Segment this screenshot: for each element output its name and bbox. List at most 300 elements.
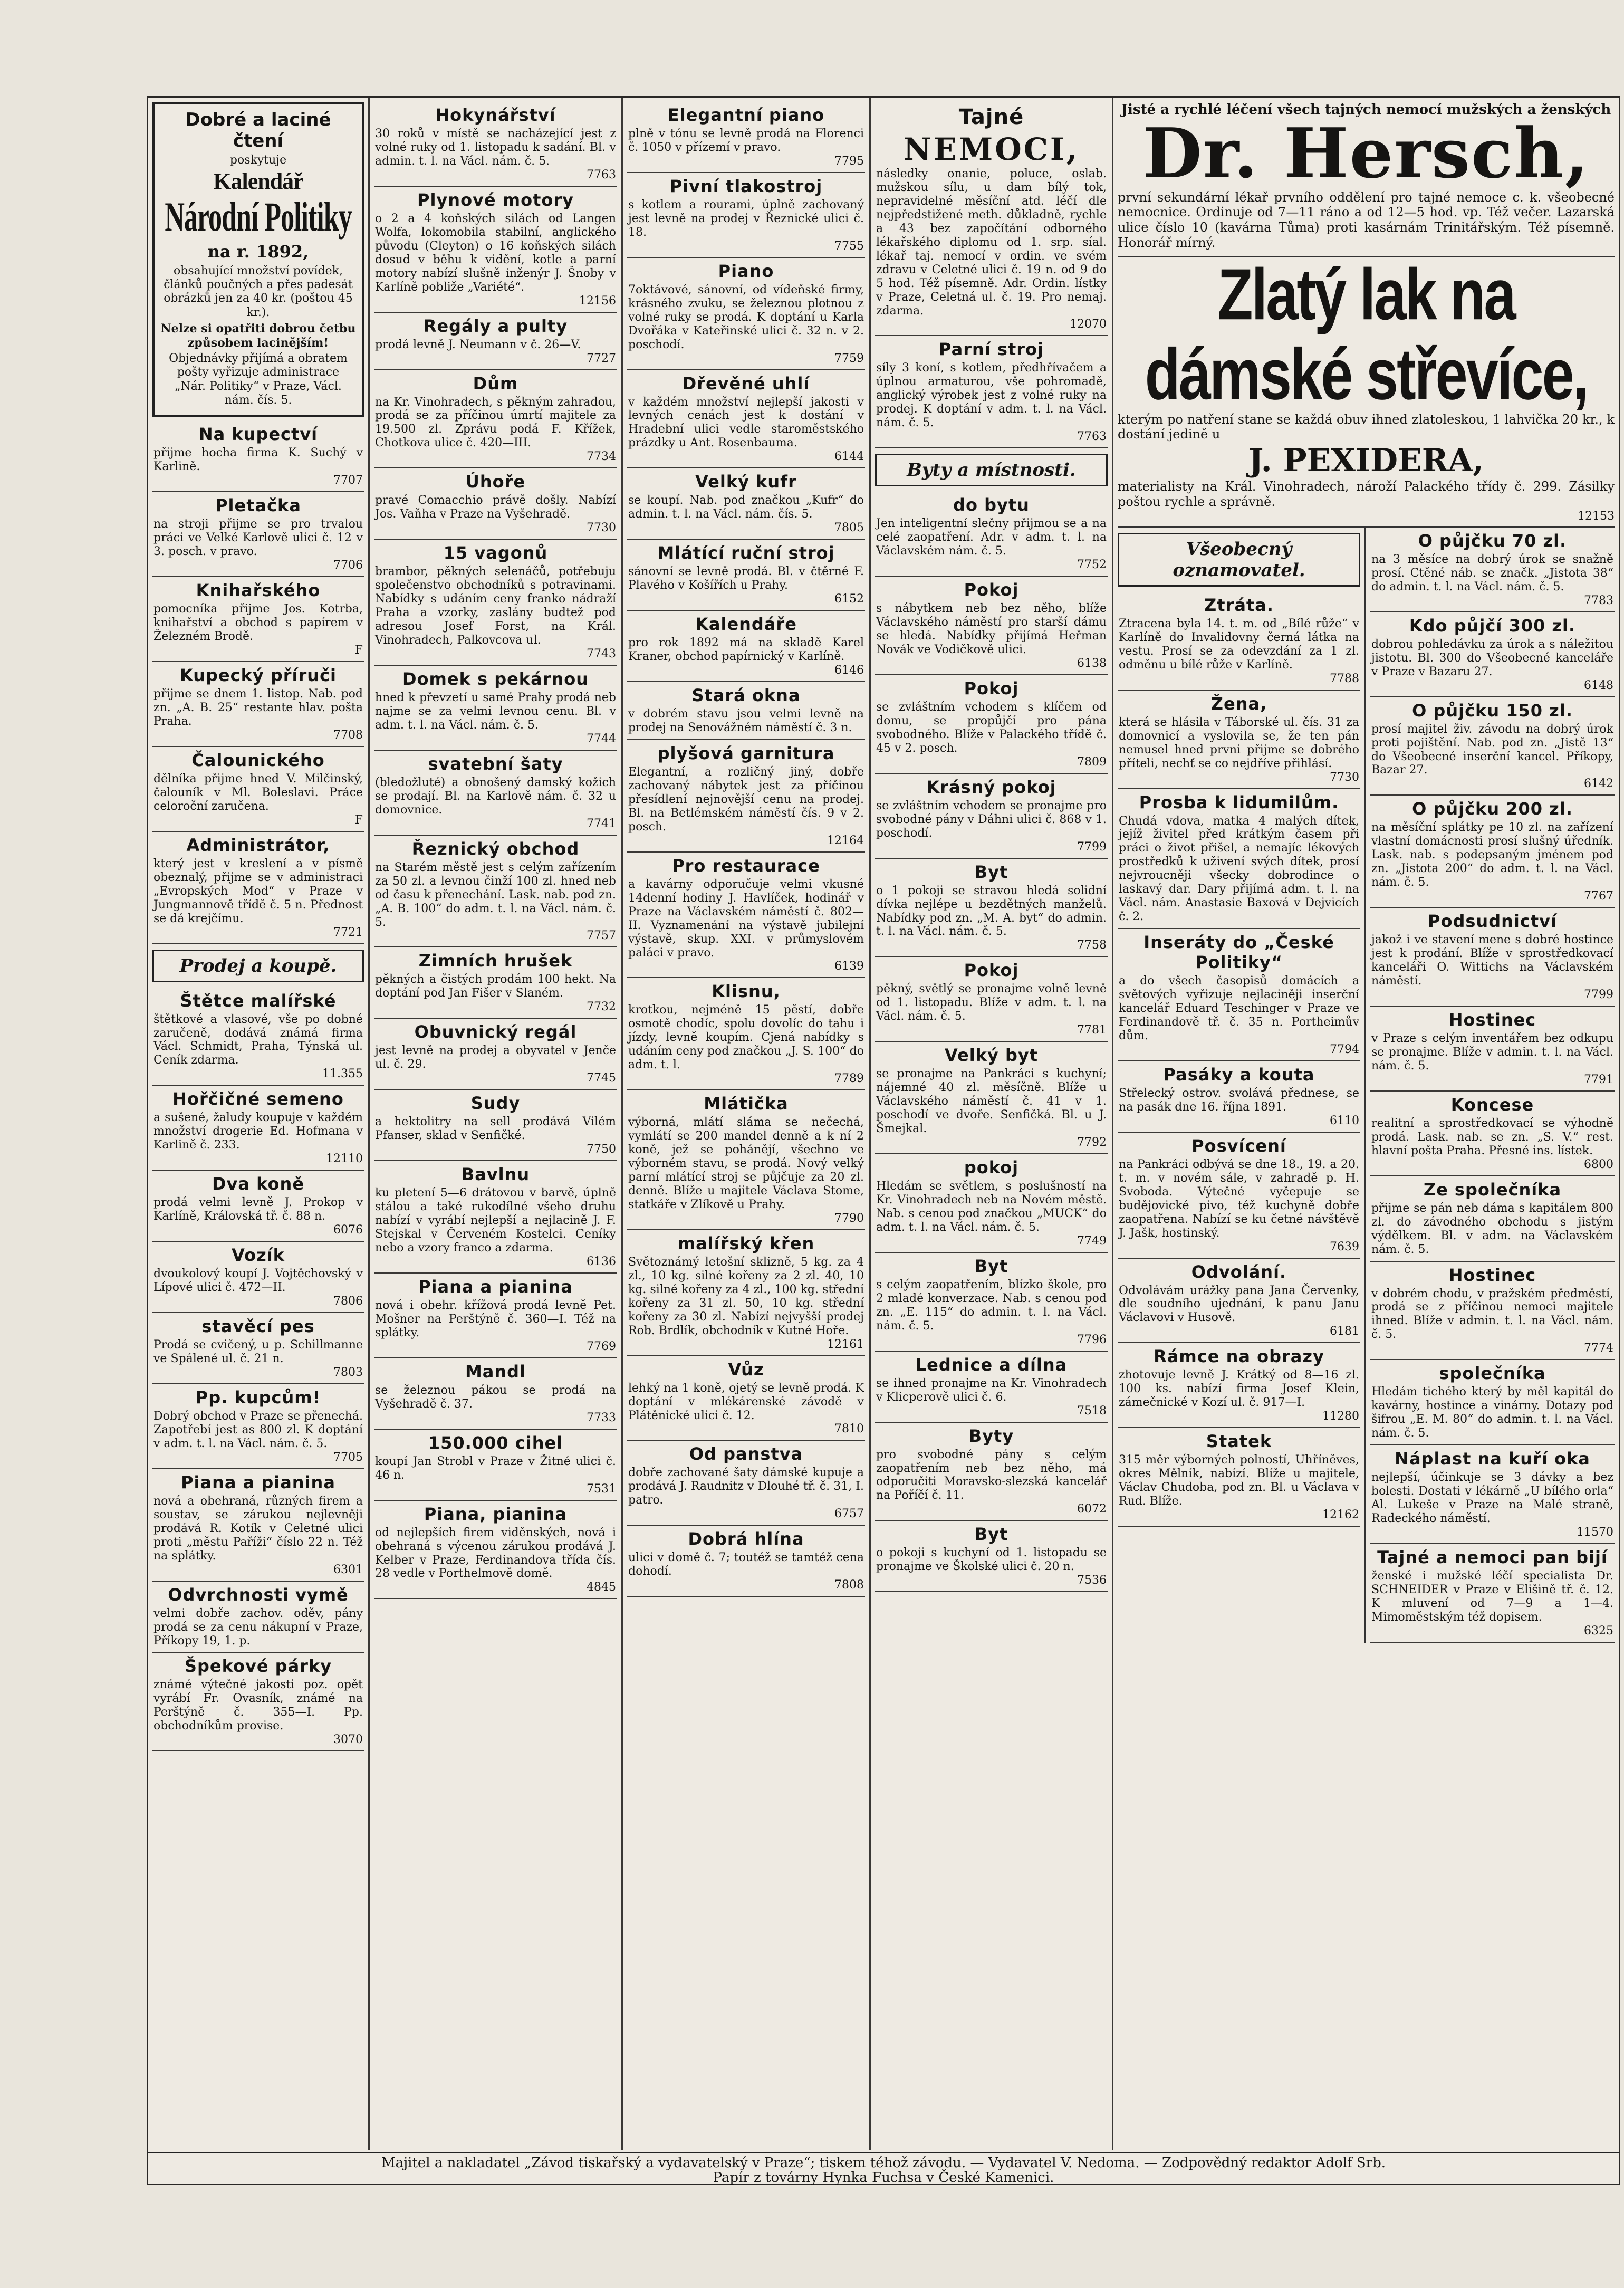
- col3-ad-text: ulici v domě č. 7; toutéž se tamtéž cena dohodí.: [628, 1551, 864, 1578]
- col3-ad: [627, 853, 865, 979]
- col1-ad-title: Pletačka: [215, 495, 301, 516]
- col2-ad-text: 30 roků v místě se nacházející jest z volné ruky od 1. listopadu k sadání. Bl. v admin. t. l. na Václ. nám. č. 5.: [375, 127, 616, 168]
- col2-ad: [374, 751, 617, 836]
- col2-ad-text: hned k převzetí u samé Prahy prodá neb najme se za velmi levnou cenu. Bl. v adm. t. l. na Václ. nám. č. 5.: [375, 691, 616, 732]
- col1b-ad-number: 12110: [326, 1152, 363, 1166]
- col4b-ad-text: pro svobodné pány s celým zaopatřením neb bez něho, má odporučiti Moravsko-slezská kancelář na Poříčí č. 11.: [876, 1448, 1107, 1502]
- col5l-ad: [1118, 929, 1360, 1061]
- col3-ad-number: 6757: [834, 1507, 864, 1521]
- col1-ad-number: F: [354, 813, 363, 827]
- col3-ad-title: Vůz: [728, 1359, 764, 1380]
- zlaty-heading: Zlatý lak na dámské střevíce,: [1145, 254, 1588, 415]
- col3-ad-number: 7808: [834, 1578, 864, 1592]
- col3-ad-number: 6144: [834, 450, 864, 464]
- col2-ad-title: Regály a pulty: [423, 315, 568, 336]
- col4b-ad-number: 7749: [1077, 1234, 1107, 1248]
- col5r-ad-number: 7767: [1584, 889, 1613, 903]
- kalendar-ad: [152, 102, 364, 417]
- col5l-ad-number: 7639: [1330, 1240, 1359, 1253]
- col5r-ad: [1370, 1007, 1615, 1092]
- col5l-ad-text: Střelecký ostrov. svolává přednese, se na pasák dne 16. října 1891.: [1119, 1086, 1359, 1114]
- footer-line1: Majitel a nakladatel „Závod tiskařský a vydavatelský v Praze“; tiskem téhož závodu. — Vydavatel V. Nedoma. — Zodpovědný redaktor Adolf Srb.: [381, 2155, 1386, 2171]
- col5r-ad-text: na měsíční splátky pe 10 zl. na zařízení vlastní domácnosti prosí slušný úředník. Lask. nab. s podepsaným jménem pod zn. „Jistota 200“ do adm. t. l. na Václ. nám. č. 5.: [1371, 821, 1613, 889]
- col2-ad-number: 7769: [587, 1339, 616, 1353]
- col4-ad-number: 7763: [1077, 430, 1107, 444]
- col5r-ad-text: Hledám tichého který by měl kapitál do kavárny, hostince a vinárny. Dotazy pod šifrou „E. M. 80“ do admin. t. l. na Václ. nám. č. 5.: [1371, 1385, 1613, 1440]
- columns: [148, 98, 1619, 2150]
- col2-ad: [374, 187, 617, 313]
- col1-ad: [152, 832, 364, 944]
- col3-ad-number: 6146: [834, 664, 864, 677]
- col3-ad: [627, 1441, 865, 1526]
- col2-ad-number: 7732: [587, 1000, 616, 1014]
- col4b-ad: [875, 577, 1108, 675]
- col4b-ad-title: Lednice a dílna: [915, 1354, 1068, 1375]
- col2-ad-text: pěkných a čistých prodám 100 hekt. Na doptání pod Jan Fišer v Slaném.: [375, 973, 616, 1000]
- col1b-ad-title: Špekové párky: [184, 1656, 332, 1677]
- col4-ads: [875, 336, 1108, 448]
- col5r-ad-number: 7774: [1584, 1342, 1613, 1355]
- col5l-ad: [1118, 1428, 1360, 1527]
- col5r-ad-number: 7791: [1584, 1073, 1613, 1086]
- col1-ad-text: pomocníka přijme Jos. Kotrba, knihařství a obchod s papírem v Železném Brodě.: [153, 602, 363, 644]
- col4b-ad-number: 6072: [1077, 1502, 1107, 1516]
- col1-ad: [152, 747, 364, 832]
- col5-left-ads: [1118, 592, 1360, 1527]
- col1b-ad-number: 7705: [333, 1450, 363, 1464]
- col5r-ad: [1370, 796, 1615, 908]
- col5r-ad-title: Kdo půjčí 300 zl.: [1409, 615, 1576, 636]
- col2-ad: [374, 1430, 617, 1501]
- col3-ad-text: s kotlem a rourami, úplně zachovaný jest levně na prodej v Řeznické ulici č. 18.: [628, 198, 864, 239]
- col2-ad-text: pravé Comacchio právě došly. Nabízí Jos. Vaňha v Praze na Vyšehradě.: [375, 494, 616, 521]
- col4b-ad: [875, 1521, 1108, 1592]
- col5l-ad-text: Chudá vdova, matka 4 malých dítek, jejíž živitel před krátkým časem při práci o život přišel, a nemajíc lékových prostředků k uživení svých dítek, prosí nejvroucněji všecky dobrodince o laskavý dar. Dary přijímá adm. t. l. na Václ. nám. Anastasie Baxová v Dejvicích č. 2.: [1119, 814, 1359, 924]
- col1-ad-number: 7706: [333, 559, 363, 572]
- kalendar-line3: Kalendář: [213, 168, 303, 195]
- col5l-ad-number: 12162: [1322, 1508, 1359, 1522]
- col2-ad-text: na Starém městě jest s celým zařízením za 50 zl. a levnou činží 100 zl. hned neb od času k přenechání. Lask. nab. pod zn. „A. B. 100“ do adm. t. l. na Václ. nám. č. 5.: [375, 860, 616, 929]
- newspaper-page: [147, 96, 1620, 2185]
- col2-ad: [374, 1274, 617, 1358]
- col2-ad-number: 7734: [587, 450, 616, 464]
- col5r-ad-number: 11570: [1577, 1525, 1613, 1539]
- footer-line2: Papír z továrny Hynka Fuchsa v České Kamenici.: [713, 2170, 1054, 2186]
- col3-ad: [627, 1090, 865, 1230]
- col1-ad-number: 7721: [333, 925, 363, 939]
- col3-ad-title: Pro restaurace: [672, 855, 820, 876]
- col2-ad-text: ku pletení 5—6 drátovou v barvě, úplně stálou a také rukodílné všeho druhu nabízí v vyrábí nejlepší a nejlacině J. F. Stejskal v Červeném Kostelci. Ceníky nebo a vzory franco a zdarma.: [375, 1186, 616, 1255]
- col5r-ad-title: Náplast na kuří oka: [1395, 1449, 1590, 1469]
- col4b-ad-number: 7796: [1077, 1333, 1107, 1346]
- col2-ad-title: Bavlnu: [461, 1164, 530, 1185]
- col5r-ad-number: 6325: [1584, 1624, 1613, 1638]
- col4b-ad: [875, 1042, 1108, 1154]
- col5r-ad-text: dobrou pohledávku za úrok a s náležitou jistotu. Bl. 300 do Všeobecné kanceláře v Praze v Bazaru 27.: [1371, 637, 1613, 678]
- col5l-ad-text: 315 měr výborných polností, Uhříněves, okres Mělník, nabízí. Blíže u majitele, Václav Chudoba, pod zn. Bl. u Václava v Rud. Blíže.: [1119, 1453, 1359, 1508]
- col5r-ad-title: Podsudnictví: [1428, 911, 1557, 932]
- col3-ad-text: Elegantní, a rozličný jiný, dobře zachovaný nábytek jest za příčinou přesídlení nejnovější cenu na prodej. Bl. na Betlémském náměstí čís. 9 v 2. posch.: [628, 765, 864, 834]
- col3-ad-text: 7oktávové, sánovní, od vídeňské firmy, krásného zvuku, se železnou plotnou z volné ruky se prodá. K doptání u Karla Dvořáka v Kateřinské ulici č. 32 n. v 2. poschodí.: [628, 283, 864, 351]
- col4b-ad-number: 7518: [1077, 1404, 1107, 1418]
- col3-ad: [627, 540, 865, 611]
- col2-ad: [374, 1161, 617, 1274]
- col2-ad-number: 6136: [587, 1255, 616, 1268]
- col2-ad-number: 7757: [587, 929, 616, 943]
- col3-ad: [627, 1230, 865, 1356]
- col3-ad-title: Velký kufr: [695, 472, 797, 492]
- col1b-ad-title: Vozík: [232, 1245, 285, 1266]
- col5r-ad-number: 6800: [1584, 1157, 1613, 1171]
- col4b-ad: [875, 1253, 1108, 1352]
- col4b-ad-text: Jen inteligentní slečny přijmou se a na celé zaopatření. Adr. v adm. t. l. na Václavském nám. č. 5.: [876, 517, 1107, 558]
- kalendar-line5: na r. 1892,: [207, 242, 309, 262]
- col3-ad-text: pro rok 1892 má na skladě Karel Kraner, obchod papírnický v Karlíně.: [628, 636, 864, 664]
- col2-ad-text: se železnou pákou se prodá na Vyšehradě č. 37.: [375, 1383, 616, 1411]
- col3-ad-text: a kavárny odporučuje velmi vkusné 14denní hodiny J. Havlíček, hodinář v Praze na Václavském náměstí č. 802—II. Vyznamenání na výstavě jubilejní výstavě, skup. XXI. v průmyslovém paláci v pravo.: [628, 877, 864, 960]
- col4b-ad: [875, 859, 1108, 958]
- col4b-ad-text: Hledám se světlem, s poslušností na Kr. Vinohradech neb na Novém městě. Nab. s cenou pod značkou „MUCK“ do adm. t. l. na Václ. nám. č. 5.: [876, 1180, 1107, 1234]
- col5r-ad: [1370, 528, 1615, 612]
- col5l-ad-title: Žena,: [1210, 693, 1267, 714]
- col5l-ad-title: Inseráty do „České Politiky“: [1143, 932, 1334, 973]
- col5r-ad-title: Ze společníka: [1423, 1179, 1562, 1200]
- col4b-ad: [875, 1154, 1108, 1253]
- col3-ad-title: Mlátička: [704, 1094, 789, 1114]
- col2-ad-text: nová i obehr. křížová prodá levně Pet. Mošner na Perštýně č. 360—I. Též na splátky.: [375, 1298, 616, 1339]
- col3-ad-number: 6152: [834, 592, 864, 606]
- col1b-ad: [152, 1313, 364, 1384]
- col5l-ad: [1118, 1061, 1360, 1133]
- col4b-ad-title: Velký byt: [944, 1045, 1039, 1066]
- col5r-ad-text: nejlepší, účinkuje se 3 dávky a bez bolesti. Dostati v lékárně „U bílého orla“ Al. Lukeše v Praze na Malé straně, Radeckého náměstí.: [1371, 1471, 1613, 1525]
- kalendar-body: obsahující množství povídek, článků poučných a přes padesát obrázků jen za 40 kr. (poštou 45 kr.).: [164, 264, 353, 319]
- col3-ad-title: Dobrá hlína: [688, 1529, 804, 1549]
- col3-ad-number: 12161: [827, 1337, 864, 1351]
- col4b-ad-number: 7781: [1077, 1023, 1107, 1037]
- col3-ad-title: Kalendáře: [695, 614, 797, 635]
- col5r-ad-text: na 3 měsíce na dobrý úrok se snažně prosí. Ctěné náb. se značk. „Jistota 38“ do admin. t. l. na Václ. nám. č. 5.: [1371, 552, 1613, 593]
- col2-ad-text: na Kr. Vinohradech, s pěkným zahradou, prodá se za příčinou úmrtí majitele za 19.500 zl. Zprávu podá F. Křížek, Chotkova ulice č. 420—III.: [375, 395, 616, 450]
- col4b-ad-title: Pokoj: [964, 678, 1019, 698]
- col5l-ad: [1118, 1259, 1360, 1344]
- col2-ad: [374, 370, 617, 469]
- col5r-ad-text: prosí majitel živ. závodu na dobrý úrok proti pojištění. Nab. pod zn. „Jistě 13“ do Všeobecné inserční kancel. Příkopy, Bazar 27.: [1371, 722, 1613, 777]
- col2-ad-number: 7741: [587, 817, 616, 830]
- col1b-ad-text: dvoukolový koupí J. Vojtěchovský v Lípové ulici č. 472—II.: [153, 1267, 363, 1295]
- column-4: [871, 98, 1113, 2150]
- col5r-ad-title: Hostinec: [1448, 1009, 1536, 1030]
- col2-ad: [374, 468, 617, 540]
- col4b-ad-title: Krásný pokoj: [926, 777, 1056, 797]
- col1b-ad: [152, 988, 364, 1086]
- nemoci-num: 12070: [1070, 318, 1107, 331]
- kalendar-line2: poskytuje: [229, 154, 287, 167]
- col5r-ad-text: přijme se pán neb dáma s kapitálem 800 zl. do závodného obchodu s jistým výdělkem. Bl. v adm. na Václavském nám. č. 5.: [1371, 1201, 1613, 1256]
- col1-ad-title: Na kupectví: [198, 424, 318, 445]
- col2-ad-title: Piana, pianina: [424, 1504, 568, 1524]
- col2-ad: [374, 666, 617, 751]
- col5l-ad-text: Ztracena byla 14. t. m. od „Bílé růže“ v Karlíně do Invalidovny černá látka na vestu. Prosí se za odevzdání za 1 zl. odměnu u bílé růže v Karlíně.: [1119, 617, 1359, 672]
- col3-ad: [627, 1526, 865, 1597]
- col2-ad-title: svatební šaty: [428, 753, 563, 774]
- col1-ad-title: Administrátor,: [186, 835, 330, 855]
- col5l-ad-title: Odvolání.: [1191, 1261, 1287, 1282]
- col4-ad: [875, 336, 1108, 448]
- zlaty-text: kterým po natření stane se každá obuv ihned zlatoleskou, 1 lahvička 20 kr., k dostání jedině u: [1118, 411, 1615, 442]
- col2-ad-title: 150.000 cihel: [428, 1432, 563, 1453]
- col3-ad: [627, 1356, 865, 1441]
- col3-ad-title: Elegantní piano: [667, 105, 825, 125]
- col5r-ad: [1370, 1092, 1615, 1176]
- col1-ad: [152, 662, 364, 747]
- col4b-ad-number: 6138: [1077, 656, 1107, 670]
- col5r-ad-number: 6148: [1584, 678, 1613, 692]
- col2-ad-number: 4845: [587, 1581, 616, 1594]
- col4b-ad: [875, 1423, 1108, 1521]
- col5r-ad-title: Tajné a nemoci pan bijí: [1377, 1547, 1608, 1567]
- col5r-ad-title: Koncese: [1450, 1094, 1534, 1115]
- col5l-ad: [1118, 1133, 1360, 1259]
- hersch-heading: Dr. Hersch,: [1142, 113, 1590, 194]
- col3-ad-text: lehký na 1 koně, ojetý se levně prodá. K doptání v mlékárenské závodě v Plátěnické ulici č. 12.: [628, 1381, 864, 1422]
- section-oznamovatel: Všeobecný oznamovatel.: [1118, 533, 1360, 587]
- pexidera-heading: J. PEXIDERA,: [1248, 442, 1484, 480]
- col2-ad-number: 7531: [587, 1482, 616, 1496]
- col1-ad: [152, 492, 364, 577]
- col5r-ad-text: ženské i mužské léčí specialista Dr. SCHNEIDER v Praze v Elišině tř. č. 12. K mluvení od 7—9 a 1—4. Mimoměstským též dopisem.: [1371, 1569, 1613, 1624]
- col4-ad-text: síly 3 koní, s kotlem, předhřívačem a úplnou armaturou, vše pohromadě, anglický výrobek jest z volné ruky na prodej. K doptání v adm. t. l. na Václ. nám. č. 5.: [876, 361, 1107, 430]
- col3-ad-title: Klisnu,: [712, 981, 781, 1002]
- col5r-ad-title: O půjčku 150 zl.: [1412, 700, 1573, 721]
- col5l-ad-title: Rámce na obrazy: [1154, 1346, 1324, 1367]
- nemoci-ad: [875, 102, 1108, 336]
- col2-ad-title: Domek s pekárnou: [402, 668, 589, 689]
- col3-ad-number: 7805: [834, 521, 864, 535]
- col2-ad-title: Dům: [473, 373, 518, 394]
- col1b-ad-text: známé výtečné jakosti poz. opět vyrábí Fr. Ovasník, známé na Perštýně č. 355—I. Pp. obchodníkům provise.: [153, 1678, 363, 1733]
- col4b-ad-text: se ihned pronajme na Kr. Vinohradech v Klicperově ulici č. 6.: [876, 1376, 1107, 1404]
- col4b-ad: [875, 492, 1108, 577]
- col2-ad-number: 7733: [587, 1411, 616, 1424]
- col2-ad-number: 7750: [587, 1143, 616, 1156]
- col5l-ad-text: která se hlásila v Táborské ul. čís. 31 za domovnicí a vyslovila se, že ten pán nemusel hned prvni přijme se dobrého příteli, nechť se co nejdříve přihlásí.: [1119, 715, 1359, 770]
- col5r-ad: [1370, 908, 1615, 1007]
- col4b-ad-text: s celým zaopatřením, blízko škole, pro 2 mladé konverzace. Nab. s cenou pod zn. „E. 115“ do admin. t. l. na Václ. nám. č. 5.: [876, 1278, 1107, 1333]
- col2-ad-title: Zimních hrušek: [418, 951, 573, 971]
- col5-right: [1366, 528, 1615, 1643]
- col1b-ad-text: Dobrý obchod v Praze se přenechá. Zapotřebí jest as 800 zl. K doptání v adm. t. l. na Václ. nám. č. 5.: [153, 1409, 363, 1450]
- col2-ad-number: 7743: [587, 647, 616, 660]
- col4b-ad-title: pokoj: [964, 1157, 1019, 1178]
- kalendar-line1: Dobré a laciné čtení: [185, 109, 331, 151]
- col1-ad-number: 7708: [333, 728, 363, 742]
- footer: [148, 2152, 1619, 2184]
- col5l-ad: [1118, 789, 1360, 930]
- col2-ad: [374, 313, 617, 370]
- col3-ad: [627, 978, 865, 1090]
- col1-ad-title: Knihařského: [196, 580, 321, 601]
- col1-ad-text: přijme se dnem 1. listop. Nab. pod zn. „A. B. 25“ restante hlav. pošta Praha.: [153, 687, 363, 728]
- col4b-ad-text: o 1 pokoji se stravou hledá solidní dívka nejlépe u bezdětných manželů. Nabídky pod zn. „M. A. byt“ do admin. t. l. na Václ. nám. č. 5.: [876, 884, 1107, 939]
- col2-ad: [374, 1090, 617, 1161]
- col4b-ad-text: s nábytkem neb bez něho, blíže Václavského náměstí pro starší dámu se hledá. Nabídky přijímá Heřman Novák ve Vodičkově ulici.: [876, 602, 1107, 656]
- col3-ad-number: 7759: [834, 351, 864, 365]
- col2-ad-number: 12156: [579, 294, 616, 308]
- col1-ad-text: dělníka přijme hned V. Milčinský, čalouník v Ml. Boleslavi. Práce celoroční zaručena.: [153, 772, 363, 813]
- col1b-ad-number: 7806: [333, 1295, 363, 1308]
- col2-ad-text: (bledožluté) a obnošený damský kožich se prodají. Bl. na Karlově nám. č. 32 u domovnice.: [375, 776, 616, 817]
- col5r-ad-text: realitní a sprostředkovací se výhodně prodá. Lask. nab. se zn. „S. V.“ rest. hlavní pošta Praha. Přesné ins. lístek.: [1371, 1116, 1613, 1157]
- col5-right-ads: [1370, 528, 1615, 1643]
- col4b-ad-title: Byty: [968, 1425, 1014, 1446]
- col5r-ad-text: jakož i ve stavení mene s dobré hostince jest k prodání. Blíže v sprostředkovací kanceláři O. Wittichs na Václavském náměstí.: [1371, 933, 1613, 988]
- col1b-ad-number: 11.355: [322, 1067, 363, 1081]
- col1b-ad-text: Prodá se cvičený, u p. Schillmanne ve Spálené ul. č. 21 n.: [153, 1338, 363, 1366]
- col3-ad-title: Od panstva: [689, 1444, 803, 1464]
- col4b-ad-title: Pokoj: [964, 960, 1019, 981]
- col5l-ad-text: a do všech časopisů domácích a světových vyřizuje nejlaciněji inserční kancelář Eduard Teschinger v Praze ve Ferdinandově tř. č. 35 n. Portheimův dům.: [1119, 974, 1359, 1042]
- col1b-ad-number: 6076: [333, 1223, 363, 1237]
- col2-ad-number: 7730: [587, 521, 616, 535]
- col1b-ad: [152, 1653, 364, 1751]
- col5l-ad-number: 7730: [1330, 770, 1359, 784]
- kalendar-note: Nelze si opatřiti dobrou četbu způsobem lacinějším!: [160, 322, 356, 350]
- nemoci-heading: NEMOCI,: [903, 131, 1080, 167]
- col3-ad-number: 12164: [827, 834, 864, 847]
- col5r-ad: [1370, 1544, 1615, 1643]
- col1-ad: [152, 421, 364, 492]
- col5l-ad-number: 11280: [1322, 1410, 1359, 1423]
- col3-ad-title: malířský křen: [677, 1233, 815, 1253]
- col3-ad-number: 7755: [834, 239, 864, 253]
- col5r-ad-title: Hostinec: [1448, 1265, 1536, 1285]
- col2-ad-title: Piana a pianina: [418, 1276, 573, 1297]
- col3-ad: [627, 468, 865, 540]
- col3-ad-text: výborná, mlátí sláma se nečechá, vymlátí se 200 mandel denně a k ní 2 koně, jež se pohánějí, všechno ve výborném stavu, se prodá. Nový velký parní mlátící stroj se půjčuje za 20 zl. denně. Blíže u majitele Václava Stome, statkáře v Zlíkově u Prahy.: [628, 1116, 864, 1211]
- section-prodej: Prodej a koupě.: [152, 950, 364, 982]
- col1b-ad-text: prodá velmi levně J. Prokop v Karlíně, Královská tř. č. 88 n.: [153, 1196, 363, 1223]
- col4b-ad-title: Byt: [974, 861, 1008, 882]
- col1-ad-text: na stroji přijme se pro trvalou práci ve Velké Karlově ulici č. 12 v 3. posch. v pravo.: [153, 518, 363, 559]
- col5-left: [1118, 528, 1366, 1643]
- col4b-ad-text: se pronajme na Pankráci s kuchyní; nájemné 40 zl. měsíčně. Blíže u Václavského náměstí č. 41 v 1. poschodí ve dvoře. Senfičká. Bl. u J. Šmejkal.: [876, 1067, 1107, 1136]
- col2-ad-text: o 2 a 4 koňských silách od Langen Wolfa, lokomobila stabilní, anglického původu (Cleyton) o 16 koňských silách dosud v běhu k vidění, kotle a parní motory nabízí slušně inženýr J. Šnoby v Karlíně pobliže „Variété“.: [375, 212, 616, 294]
- hersch-text: první sekundární lékař prvního oddělení pro tajné nemoce c. k. všeobecné nemocnice. Ordinuje od 7—11 ráno a od 12—5 hod. vp. Též večer. Lazarská ulice číslo 10 (kavárna Tůma) proti kasárnám Trinitářským. Též písemně. Honorář mírný.: [1118, 189, 1615, 250]
- col2-ad: [374, 836, 617, 948]
- col2-ad-title: Plynové motory: [417, 189, 574, 210]
- col4b-ad-number: 7536: [1077, 1574, 1107, 1587]
- col5l-ad-text: na Pankráci odbývá se dne 18., 19. a 20. t. m. v novém sále, v zahradě p. H. Svoboda. Výtečné vyčepuje se budějovické pivo, též kuchyně dobře zaopatřena. Nabízí se ku četné návštěvě J. Jašk, hostinský.: [1119, 1157, 1359, 1240]
- col4b-ad-number: 7758: [1077, 939, 1107, 952]
- col1b-ad: [152, 1469, 364, 1582]
- col5l-ad-title: Ztráta.: [1204, 595, 1274, 615]
- col4b-ad-text: se zvláštním vchodem s klíčem od domu, se propůjčí pro pána svobodného. Blíže v Palackého třídě č. 45 v 2. posch.: [876, 700, 1107, 755]
- col2-ad-number: 7744: [587, 732, 616, 745]
- col1b-ad: [152, 1582, 364, 1653]
- col3-ad-text: sánovní se levně prodá. Bl. v čtěrné F. Plavého v Košířích u Prahy.: [628, 565, 864, 592]
- nemoci-text: následky onanie, poluce, oslab. mužskou sílu, u dam bílý tok, nepravidelné měsíční atd. léčí dle nejpředstižené meth. důkladně, rychle a 43 bez započítání odborného lékařského diplomu od 1. srp. síal. lékař taj. nemocí v ordin. ve svém zdravu v Celetné ulici č. 19 n. od 9 do 5 hod. Též písemně. Adr. Ordin. lístky v Praze, Celetná ul. č. 19. Pro nemaj. zdarma.: [876, 167, 1107, 318]
- col4-ad-title: Parní stroj: [939, 339, 1044, 360]
- col3-ad: [627, 258, 865, 370]
- col5l-ad-number: 7788: [1330, 672, 1359, 685]
- col2-ad-title: Úhoře: [465, 472, 526, 492]
- col2-ad: [374, 1358, 617, 1430]
- col4b-ad-text: o pokoji s kuchyní od 1. listopadu se pronajme ve Školské ulici č. 20 n.: [876, 1546, 1107, 1574]
- col5r-ad: [1370, 612, 1615, 697]
- col2-ad: [374, 1019, 617, 1090]
- col3-ad-number: 6139: [834, 960, 864, 973]
- col1b-ad-title: Štětce malířské: [180, 990, 337, 1011]
- col1b-ad: [152, 1242, 364, 1313]
- col3-ad-title: Dřevěné uhlí: [682, 373, 810, 394]
- column-5: [1113, 98, 1619, 2150]
- col3-ad: [627, 102, 865, 173]
- col2-ad-title: 15 vagonů: [443, 543, 548, 563]
- kalendar-orders: Objednávky přijímá a obratem pošty vyřizuje administrace „Nár. Politiky“ v Praze, Václ. nám. čís. 5.: [169, 351, 348, 407]
- col5r-ad: [1370, 1176, 1615, 1262]
- col1b-ad-number: 6301: [333, 1563, 363, 1576]
- col5l-ad-number: 6110: [1330, 1114, 1359, 1127]
- kalendar-line4: Národní Politiky: [165, 194, 352, 240]
- col3-ad-text: se koupí. Nab. pod značkou „Kufr“ do admin. t. l. na Václ. nám. čís. 5.: [628, 494, 864, 521]
- col1-ad-number: F: [354, 644, 363, 657]
- col2-ad-title: Sudy: [470, 1093, 521, 1114]
- col2-ad: [374, 947, 617, 1019]
- col1b-ad: [152, 1086, 364, 1171]
- col4b-ad-text: se zvláštním vchodem se pronajme pro svobodné pány v Dáhni ulici č. 868 v 1. poschodí.: [876, 799, 1107, 840]
- col3-ad: [627, 370, 865, 469]
- col5r-ad: [1370, 1360, 1615, 1445]
- col2-ad-title: Hokynářství: [435, 105, 556, 125]
- col5l-ad-number: 6181: [1330, 1325, 1359, 1338]
- col5l-ad: [1118, 592, 1360, 691]
- col2-ad: [374, 102, 617, 187]
- col4b-ad: [875, 957, 1108, 1042]
- col5l-ad-title: Prosba k lidumilům.: [1139, 792, 1339, 812]
- col3-ad-text: v dobrém stavu jsou velmi levně na prodej na Senovážném náměstí č. 3 n.: [628, 707, 864, 735]
- col3-ad-number: 7790: [834, 1211, 864, 1225]
- col3-ad-number: 7810: [834, 1422, 864, 1436]
- col1-ad-number: 7707: [333, 474, 363, 487]
- column-3: [623, 98, 871, 2150]
- col3-ad-text: dobře zachované šaty dámské kupuje a prodává J. Raudnitz v Dlouhé tř. č. 31, I. patro.: [628, 1466, 864, 1507]
- col1b-ad-title: stavěcí pes: [201, 1316, 315, 1337]
- col4b-ad-text: pěkný, světlý se pronajme volně levně od 1. listopadu. Blíže v adm. t. l. na Václ. nám. č. 5.: [876, 982, 1107, 1023]
- section-byty: Byty a místnosti.: [875, 454, 1108, 486]
- col3-ads: [627, 102, 865, 1597]
- col4b-ad-title: Byt: [974, 1524, 1008, 1545]
- col3-ad-text: plně v tónu se levně prodá na Florenci č. 1050 v přízemí v pravo.: [628, 127, 864, 154]
- col1-ad-text: přijme hocha firma K. Suchý v Karlině.: [153, 446, 363, 474]
- col1b-ad-text: velmi dobře zachov. oděv, pány prodá se za cenu nákupní v Praze, Příkopy 19, 1. p.: [153, 1606, 363, 1648]
- col2-ad-number: 7763: [587, 168, 616, 181]
- col3-ad: [627, 682, 865, 740]
- col4b-ad-number: 7752: [1077, 558, 1107, 572]
- col2-ads: [374, 102, 617, 1599]
- col5r-ad-number: 7783: [1584, 593, 1613, 607]
- col2-ad: [374, 1501, 617, 1600]
- col5r-ad-title: O půjčku 70 zl.: [1418, 530, 1567, 551]
- col2-ad-text: brambor, pěkných selenáčů, potřebuju společenstvo obchodníků s potravinami. Nabídky s udáním ceny franko nádraží Praha a vzorky, zaslány budtež pod adresou Josef Forst, na Král. Vinohradech, Palkovcova ul.: [375, 565, 616, 647]
- col2-ad-text: od nejlepších firem viděnských, nová i obehraná s výcenou zárukou prodává J. Kelber v Praze, Ferdinandova třída čís. 28 vedle v Porthelmově domě.: [375, 1526, 616, 1581]
- col2-ad-text: jest levně na prodej a obyvatel v Jenče ul. č. 29.: [375, 1044, 616, 1071]
- col4b-ad-number: 7809: [1077, 755, 1107, 769]
- col5r-ad-number: 7799: [1584, 988, 1613, 1001]
- col1-ads: [152, 421, 364, 944]
- col5l-ad-number: 7794: [1330, 1042, 1359, 1056]
- col5r-ad-number: 6142: [1584, 777, 1613, 791]
